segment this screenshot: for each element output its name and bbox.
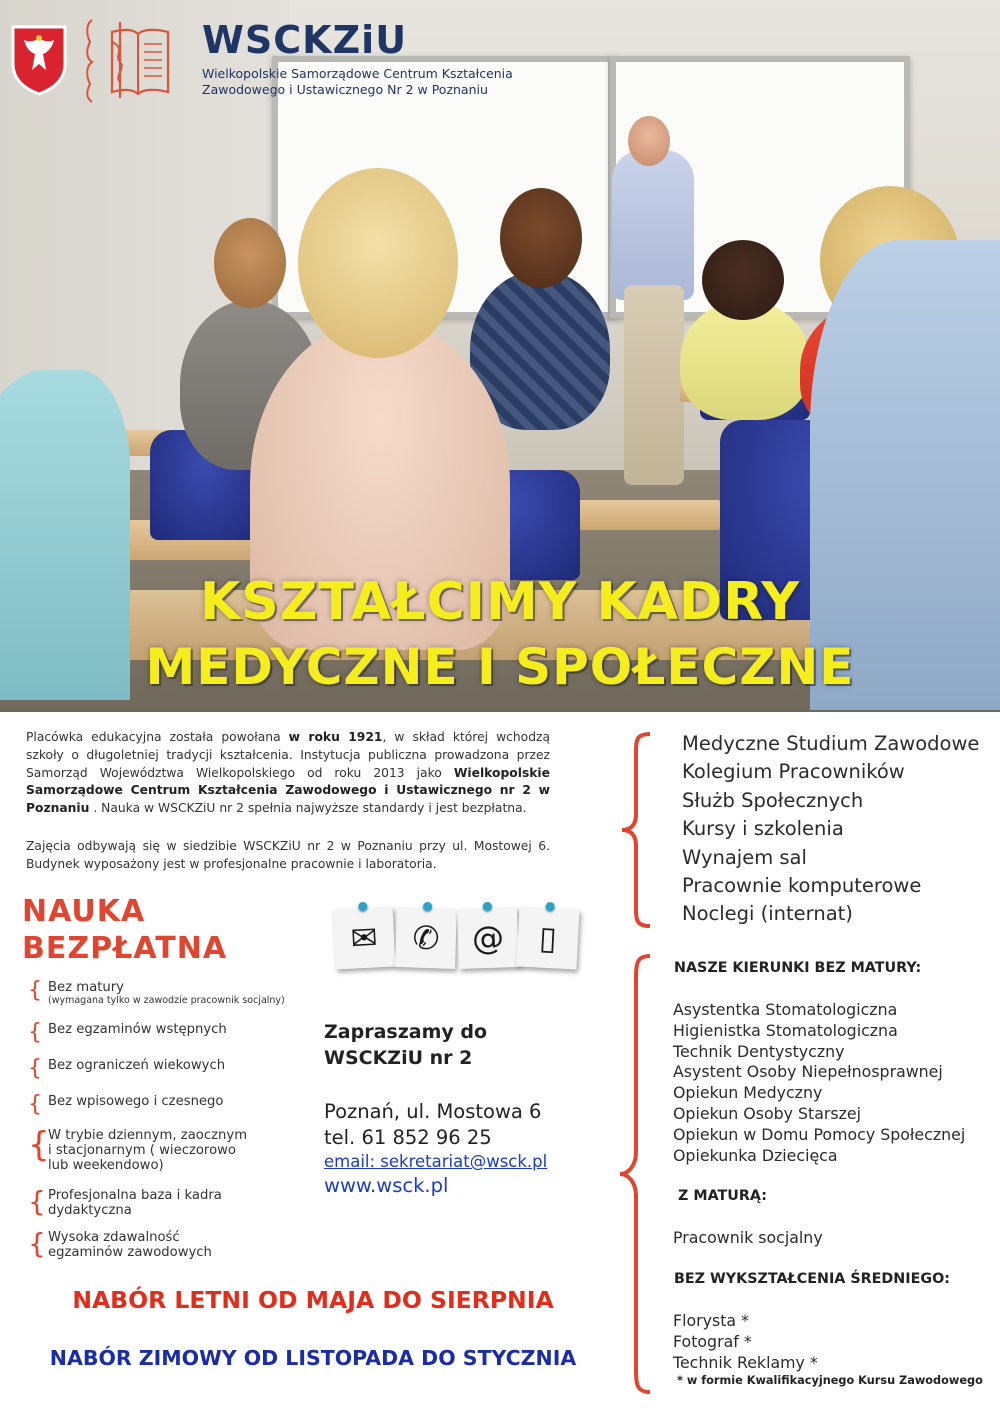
program-item: Higienistka Stomatologiczna [673,1020,898,1040]
program-item: Fotograf * [673,1331,752,1351]
intro-paragraph: Placówka edukacyjna została powołana w roku 1921, w skład której wchodzą szkoły o długoletniej tradycji kształcenia. Instytucja publiczna prowadzona przez Samorząd Województwa Wielkopolskiego od roku 2013 jako Wielkopolskie Samorządowe Centrum Kształcenia Zawodowego i Ustawicznego nr 2 w Poznaniu . Nauka w WSCKZiU nr 2 spełnia najwyższe standardy i jest bezpłatna. [26,730,551,816]
program-item: Technik Dentystyczny [673,1041,845,1061]
mobile-phone-icon: ▯ [516,906,579,969]
program-item: Pracownik socjalny [673,1228,823,1247]
program-item: Technik Reklamy * [673,1352,818,1372]
phone-icon: ✆ [395,907,457,969]
program-item: Asystent Osoby Niepełnosprawnej [673,1062,943,1082]
program-item: Opiekun Medyczny [673,1083,823,1103]
brace-icon [614,952,656,1396]
footnote: * w formie Kwalifikacyjnego Kursu Zawodowego [677,1374,983,1387]
program-item: Opiekun Osoby Starszej [673,1103,862,1123]
hero-title-line1: KSZTAŁCIMY KADRY [199,572,801,632]
offer-item: Medyczne Studium Zawodowe [682,732,980,755]
at-sign-icon: @ [457,907,519,969]
brand-subtitle-line1: Wielkopolskie Samorządowe Centrum Kształcenia [202,66,513,81]
hero-title-line2: MEDYCZNE I SPOŁECZNE [145,638,855,696]
offer-list [682,730,979,929]
with-matura-heading: Z MATURĄ: [678,1188,767,1204]
program-item: Opiekun w Domu Pomocy Społecznej [673,1124,966,1144]
program-item: Opiekunka Dziecięca [673,1145,838,1165]
offer-item: Noclegi (internat) [682,902,853,926]
brace-icon: { [28,1125,50,1165]
school-emblem-icon [82,14,192,104]
program-item: Asystentka Stomatologiczna [673,1000,898,1019]
envelope-icon: ✉ [332,906,395,969]
brace-icon: { [28,1185,46,1218]
offer-item: Pracownie komputerowe [682,874,922,898]
brace-icon [616,730,656,930]
free-education-heading: NAUKA [22,894,146,929]
offer-item: Kursy i szkolenia [682,817,844,841]
location-paragraph: Zajęcia odbywają się w siedzibie WSCKZiU nr 2 w Poznaniu przy ul. Mostowej 6. Budynek wyposażony jest w profesjonalne pracownie i laboratoria. [26,839,550,871]
website-link[interactable]: www.wsck.pl [324,1174,449,1197]
no-matura-list [673,1000,965,1166]
no-matura-heading: NASZE KIERUNKI BEZ MATURY: [674,960,922,976]
free-education-heading: BEZPŁATNA [22,931,228,966]
with-matura-list [673,1228,823,1249]
voivodeship-crest-icon [10,24,68,96]
brace-icon: { [28,1092,42,1117]
program-item: Florysta * [673,1311,750,1330]
brand-name: WSCKZiU [202,18,408,62]
contact-icons [332,908,582,978]
brace-icon: { [28,1056,42,1081]
contact-title: WSCKZiU nr 2 [324,1047,473,1069]
offer-item: Kolegium Pracowników [682,760,905,784]
teacher-figure [612,150,694,300]
brand-subtitle-line2: Zawodowego i Ustawicznego Nr 2 w Poznaniu [202,82,488,97]
summer-recruitment-banner: NABÓR LETNI OD MAJA DO SIERPNIA [72,1286,554,1314]
brace-icon: { [28,1020,42,1045]
contact-address: Poznań, ul. Mostowa 6 [324,1100,542,1123]
offer-item: Wynajem sal [682,845,807,869]
contact-phone[interactable]: tel. 61 852 96 25 [324,1126,492,1149]
contact-title: Zapraszamy do [324,1021,488,1043]
offer-item: Służb Społecznych [682,788,864,812]
contact-email-link[interactable]: email: sekretariat@wsck.pl [324,1152,548,1171]
brace-icon: { [28,1227,46,1260]
no-secondary-heading: BEZ WYKSZTAŁCENIA ŚREDNIEGO: [674,1271,950,1287]
winter-recruitment-banner: NABÓR ZIMOWY OD LISTOPADA DO STYCZNIA [49,1346,577,1370]
no-secondary-list [673,1311,818,1373]
brace-icon: { [28,978,42,1003]
